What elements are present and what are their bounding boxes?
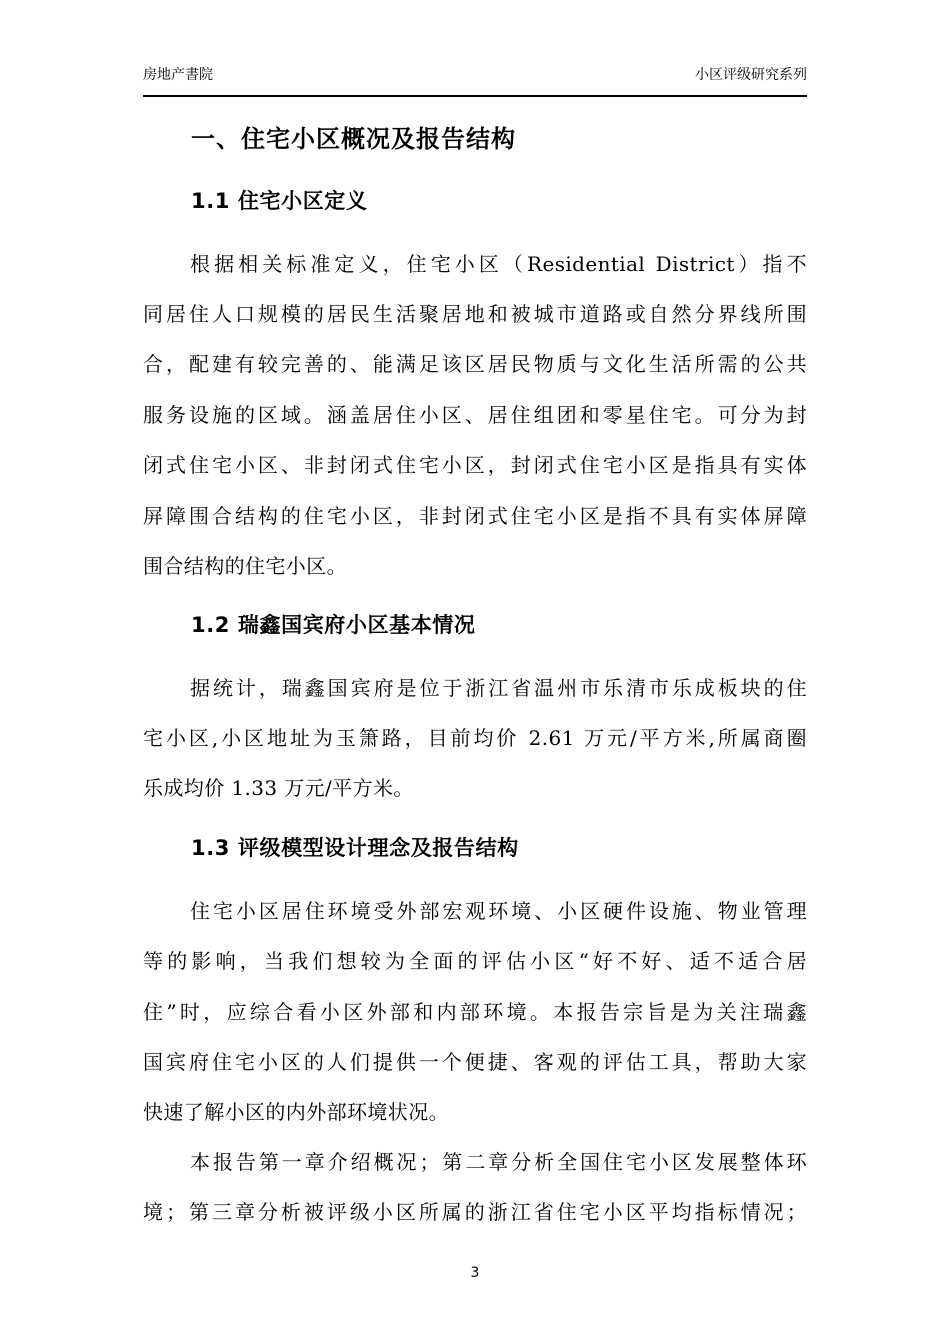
paragraph-line: 据统计，瑞鑫国宾府是位于浙江省温州市乐清市乐成板块的住 — [190, 676, 807, 700]
header-series-title: 小区评级研究系列 — [695, 67, 807, 83]
paragraph-line: 快速了解小区的内外部环境状况。 — [143, 1100, 449, 1124]
paragraph-line: 同居住人口规模的居民生活聚居地和被城市道路或自然分界线所围 — [143, 302, 807, 326]
paragraph-line: 国宾府住宅小区的人们提供一个便捷、客观的评估工具，帮助大家 — [143, 1050, 807, 1074]
paragraph-line: 屏障围合结构的住宅小区，非封闭式住宅小区是指不具有实体屏障 — [143, 504, 807, 528]
paragraph-line: 宅小区,小区地址为玉箫路，目前均价 2.61 万元/平方米,所属商圈 — [143, 726, 807, 750]
running-header — [143, 62, 807, 88]
paragraph-line: 境；第三章分析被评级小区所属的浙江省住宅小区平均指标情况； — [143, 1200, 807, 1224]
section-heading-1-2: 1.2 瑞鑫国宾府小区基本情况 — [191, 613, 476, 637]
paragraph-line: 乐成均价 1.33 万元/平方米。 — [143, 776, 414, 800]
section-heading-1-3: 1.3 评级模型设计理念及报告结构 — [191, 836, 519, 860]
page-number: 3 — [470, 1265, 480, 1281]
paragraph-line: 住宅小区居住环境受外部宏观环境、小区硬件设施、物业管理 — [190, 899, 807, 923]
paragraph-line: 住”时，应综合看小区外部和内部环境。本报告宗旨是为关注瑞鑫 — [143, 1000, 807, 1024]
paragraph-line: 合，配建有较完善的、能满足该区居民物质与文化生活所需的公共 — [143, 352, 807, 376]
header-publisher: 房地产書院 — [143, 67, 213, 83]
paragraph-line: 闭式住宅小区、非封闭式住宅小区，封闭式住宅小区是指具有实体 — [143, 453, 807, 477]
paragraph-line: 根据相关标准定义，住宅小区（Residential District）指不 — [190, 252, 807, 276]
paragraph-line: 围合结构的住宅小区。 — [143, 554, 347, 578]
paragraph-line: 等的影响，当我们想较为全面的评估小区“好不好、适不适合居 — [143, 949, 807, 973]
section-heading-1-1: 1.1 住宅小区定义 — [191, 189, 368, 213]
paragraph-line: 本报告第一章介绍概况；第二章分析全国住宅小区发展整体环 — [190, 1150, 807, 1174]
paragraph-line: 服务设施的区域。涵盖居住小区、居住组团和零星住宅。可分为封 — [143, 403, 807, 427]
chapter-title: 一、住宅小区概况及报告结构 — [191, 125, 516, 153]
header-divider — [143, 95, 807, 97]
